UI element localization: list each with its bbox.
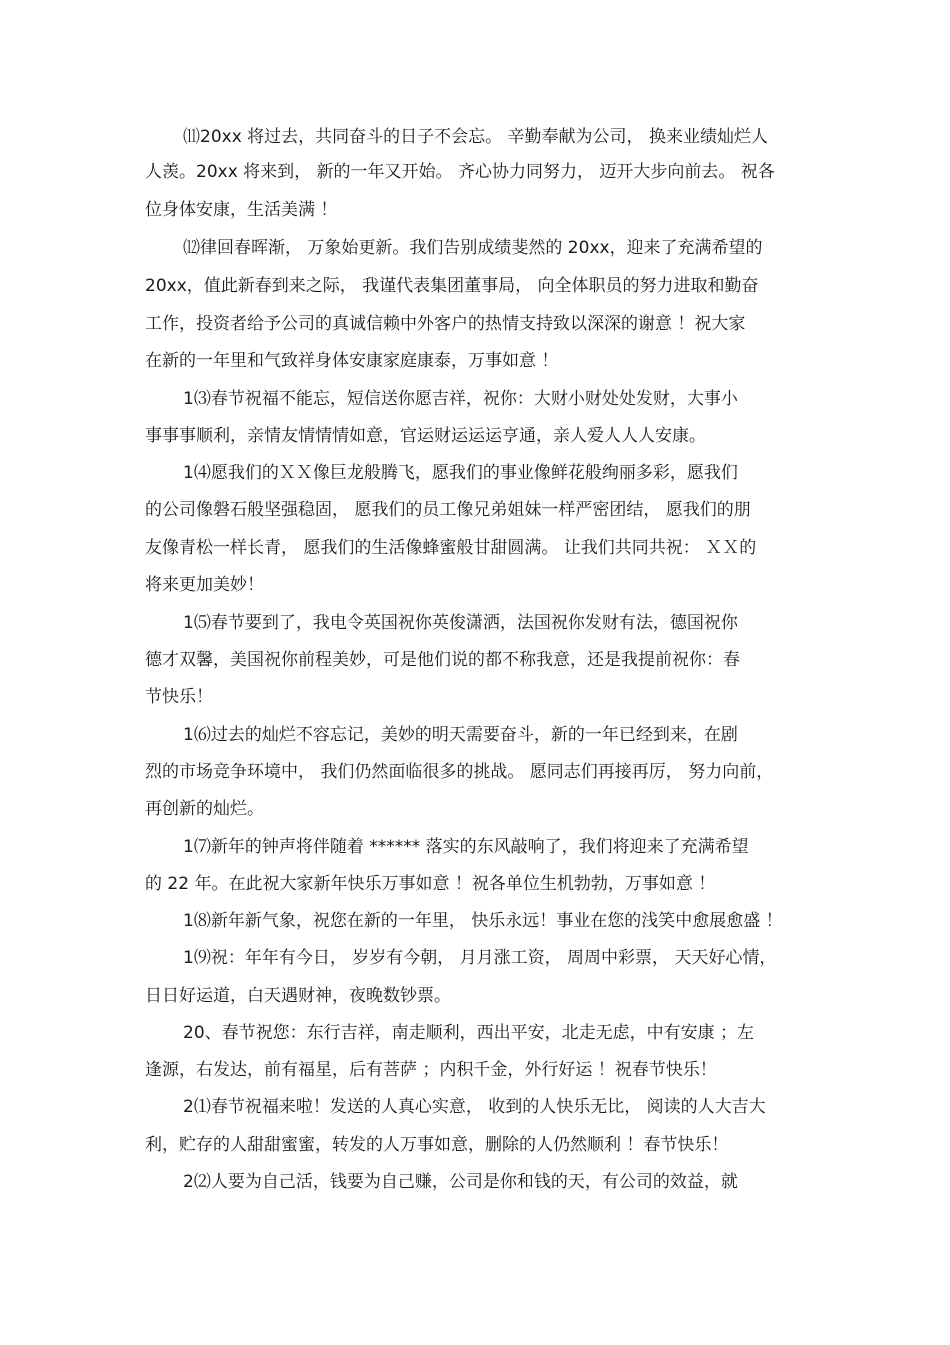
- paragraph-9-line-2: 日日好运道，白天遇财神，夜晚数钞票。: [145, 986, 451, 1006]
- paragraph-10-line-1: 20、春节祝您：东行吉祥，南走顺利，西出平安，北走无虑，中有安康 ；左: [183, 1023, 755, 1043]
- paragraph-7-line-1: 1⑺新年的钟声将伴随着 ****** 落实的东风敲响了，我们将迎来了充满希望: [183, 837, 749, 857]
- paragraph-2-line-2: 20xx，值此新春到来之际， 我谨代表集团董事局， 向全体职员的努力进取和勤奋: [145, 276, 759, 296]
- paragraph-2-line-3: 工作，投资者给予公司的真诚信赖中外客户的热情支持致以深深的谢意 ！祝大家: [145, 314, 746, 334]
- paragraph-2-line-4: 在新的一年里和气致祥身体安康家庭康泰，万事如意 ！: [145, 351, 559, 371]
- paragraph-11-line-2: 利，贮存的人甜甜蜜蜜，转发的人万事如意，删除的人仍然顺利 ！春节快乐！: [145, 1135, 729, 1155]
- paragraph-3-line-1: 1⑶春节祝福不能忘，短信送你愿吉祥，祝你：大财小财处处发财，大事小: [183, 389, 738, 409]
- paragraph-4-line-4: 将来更加美妙！: [145, 575, 264, 595]
- paragraph-4-line-1: 1⑷愿我们的ＸＸ像巨龙般腾飞，愿我们的事业像鲜花般绚丽多彩，愿我们: [183, 463, 738, 483]
- paragraph-2-line-1: ⑿律回春晖渐， 万象始更新。我们告别成绩斐然的 20xx，迎来了充满希望的: [183, 238, 763, 258]
- paragraph-1-line-2: 人羡。20xx 将来到， 新的一年又开始。 齐心协力同努力， 迈开大步向前去。 祝各: [145, 162, 775, 182]
- paragraph-12-line-1: 2⑵人要为自己活，钱要为自己赚，公司是你和钱的天，有公司的效益，就: [183, 1172, 738, 1192]
- paragraph-5-line-1: 1⑸春节要到了，我电令英国祝你英俊潇洒，法国祝你发财有法，德国祝你: [183, 613, 738, 633]
- paragraph-5-line-3: 节快乐！: [145, 687, 213, 707]
- paragraph-1-line-1: ⑾20xx 将过去，共同奋斗的日子不会忘。 辛勤奉献为公司， 换来业绩灿烂人: [183, 127, 768, 147]
- paragraph-10-line-2: 逢源，右发达，前有福星，后有菩萨 ；内积千金，外行好运 ！祝春节快乐！: [145, 1060, 717, 1080]
- paragraph-9-line-1: 1⑼祝：年年有今日， 岁岁有今朝， 月月涨工资， 周周中彩票， 天天好心情，: [183, 948, 777, 968]
- paragraph-6-line-2: 烈的市场竞争环境中， 我们仍然面临很多的挑战。 愿同志们再接再厉， 努力向前，: [145, 762, 774, 782]
- paragraph-7-line-2: 的 22 年。在此祝大家新年快乐万事如意 ！祝各单位生机勃勃，万事如意 ！: [145, 874, 716, 894]
- paragraph-6-line-3: 再创新的灿烂。: [145, 799, 264, 819]
- paragraph-1-line-3: 位身体安康，生活美满 ！: [145, 200, 338, 220]
- paragraph-4-line-2: 的公司像磐石般坚强稳固， 愿我们的员工像兄弟姐妹一样严密团结， 愿我们的朋: [145, 500, 751, 520]
- paragraph-6-line-1: 1⑹过去的灿烂不容忘记，美妙的明天需要奋斗，新的一年已经到来，在剧: [183, 725, 738, 745]
- paragraph-5-line-2: 德才双馨，美国祝你前程美妙，可是他们说的都不称我意，还是我提前祝你：春: [145, 650, 740, 670]
- paragraph-3-line-2: 事事事顺利，亲情友情情情如意，官运财运运运亨通，亲人爱人人人安康。: [145, 426, 706, 446]
- paragraph-8-line-1: 1⑻新年新气象，祝您在新的一年里， 快乐永远！事业在您的浅笑中愈展愈盛 ！: [183, 911, 783, 931]
- paragraph-4-line-3: 友像青松一样长青， 愿我们的生活像蜂蜜般甘甜圆满。 让我们共同共祝： ＸＸ的: [145, 538, 757, 558]
- paragraph-11-line-1: 2⑴春节祝福来啦！发送的人真心实意， 收到的人快乐无比， 阅读的人大吉大: [183, 1097, 766, 1117]
